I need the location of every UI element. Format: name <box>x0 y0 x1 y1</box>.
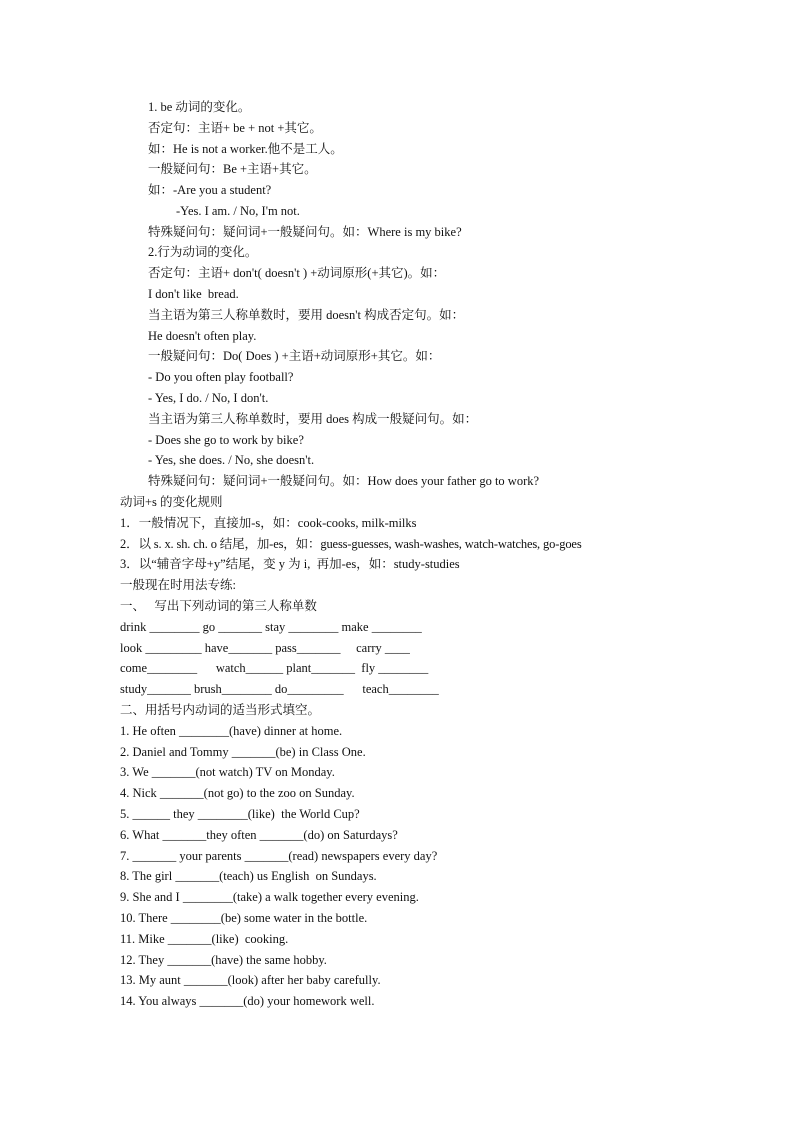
exercise-item: 4. Nick _______(not go) to the zoo on Sunday. <box>120 786 355 800</box>
exercise-heading: 二、用括号内动词的适当形式填空。 <box>120 703 321 717</box>
text-line: I don't like bread. <box>148 287 239 301</box>
verb-blank-row: study_______ brush________ do_________ teach________ <box>120 682 439 696</box>
verb-blank-row: come________ watch______ plant_______ fly ________ <box>120 661 429 675</box>
text-line: 否定句：主语+ don't( doesn't ) +动词原形(+其它)。如： <box>148 266 446 280</box>
text-line: 特殊疑问句：疑问词+一般疑问句。如：How does your father go to work? <box>148 474 540 488</box>
text-line: - Yes, I do. / No, I don't. <box>148 391 269 405</box>
verb-blank-row: drink ________ go _______ stay ________ make ________ <box>120 620 422 634</box>
exercise-item: 2. Daniel and Tommy _______(be) in Class One. <box>120 745 366 759</box>
text-line: 当主语为第三人称单数时，要用 doesn't 构成否定句。如： <box>148 308 465 322</box>
text-line: - Yes, she does. / No, she doesn't. <box>148 453 315 467</box>
text-line: - Does she go to work by bike? <box>148 433 304 447</box>
text-line: 如：He is not a worker.他不是工人。 <box>148 142 343 156</box>
verb-blank-row: look _________ have_______ pass_______ carry ____ <box>120 641 410 655</box>
text-line: 一般疑问句：Do( Does ) +主语+动词原形+其它。如： <box>148 349 441 363</box>
exercise-item: 8. The girl _______(teach) us English on Sundays. <box>120 869 377 883</box>
text-line: 特殊疑问句：疑问词+一般疑问句。如：Where is my bike? <box>148 225 462 239</box>
rule-item: 1．一般情况下，直接加-s，如：cook-cooks, milk-milks <box>120 516 417 530</box>
exercise-item: 9. She and I ________(take) a walk together every evening. <box>120 890 419 904</box>
exercise-item: 14. You always _______(do) your homework well. <box>120 994 375 1008</box>
section-heading: 一般现在时用法专练: <box>120 578 236 592</box>
exercise-item: 5. ______ they ________(like) the World Cup? <box>120 807 360 821</box>
exercise-item: 11. Mike _______(like) cooking. <box>120 932 289 946</box>
text-line: 一般疑问句：Be +主语+其它。 <box>148 162 317 176</box>
text-line: 当主语为第三人称单数时，要用 does 构成一般疑问句。如： <box>148 412 478 426</box>
exercise-item: 7. _______ your parents _______(read) newspapers every day? <box>120 849 438 863</box>
exercise-item: 6. What _______they often _______(do) on Saturdays? <box>120 828 398 842</box>
rule-item: 2．以 s. x. sh. ch. o 结尾，加-es，如：guess-guesses, wash-washes, watch-watches, go-goes <box>120 537 582 551</box>
exercise-item: 3. We _______(not watch) TV on Monday. <box>120 765 335 779</box>
section-heading: 动词+s 的变化规则 <box>120 495 223 509</box>
text-line: 否定句：主语+ be + not +其它。 <box>148 121 322 135</box>
text-line: 如：-Are you a student? <box>148 183 272 197</box>
text-line: 2.行为动词的变化。 <box>148 245 258 259</box>
text-line: He doesn't often play. <box>148 329 257 343</box>
exercise-item: 1. He often ________(have) dinner at home. <box>120 724 343 738</box>
exercise-item: 10. There ________(be) some water in the bottle. <box>120 911 368 925</box>
text-line: 1. be 动词的变化。 <box>148 100 251 114</box>
exercise-item: 13. My aunt _______(look) after her baby carefully. <box>120 973 381 987</box>
exercise-heading: 一、 写出下列动词的第三人称单数 <box>120 599 317 613</box>
text-line: - Do you often play football? <box>148 370 294 384</box>
text-line: -Yes. I am. / No, I'm not. <box>176 204 300 218</box>
exercise-item: 12. They _______(have) the same hobby. <box>120 953 327 967</box>
rule-item: 3．以“辅音字母+y”结尾，变 y 为 i, 再加-es，如：study-studies <box>120 557 460 571</box>
